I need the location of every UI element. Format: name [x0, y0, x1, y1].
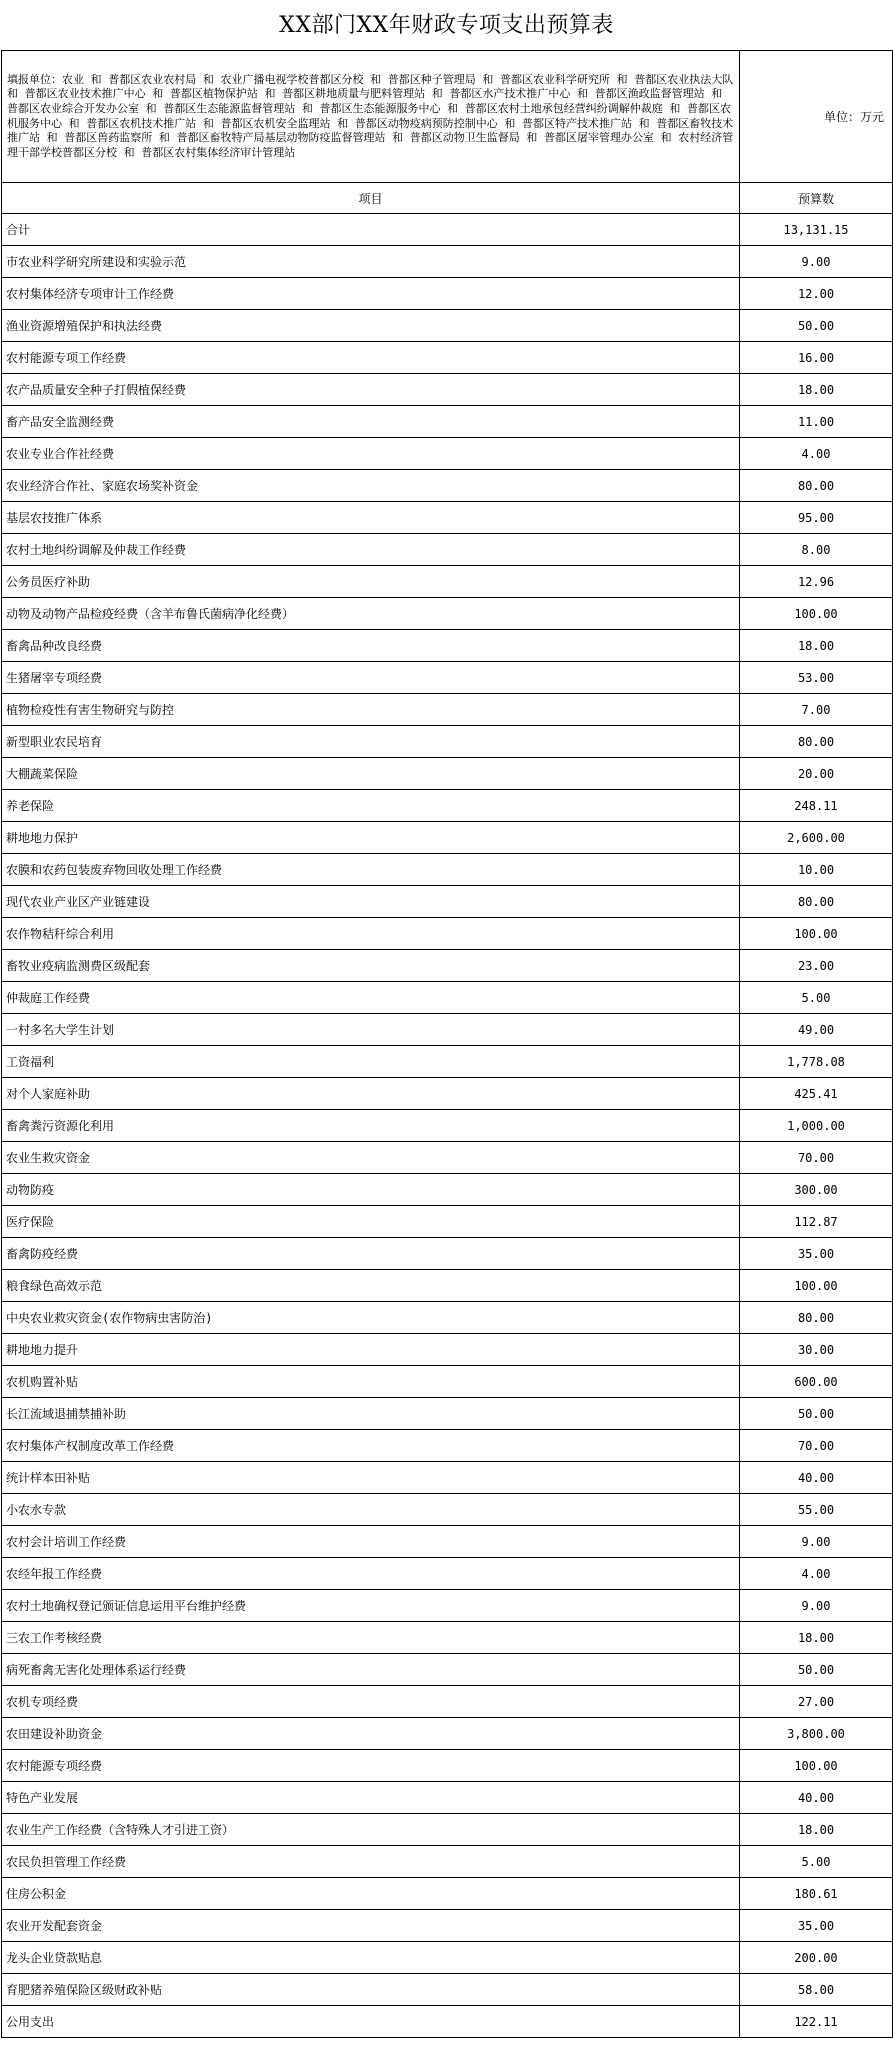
table-row	[2, 886, 893, 918]
table-row	[2, 1846, 893, 1878]
item-cell: 特色产业发展	[2, 1782, 740, 1814]
item-cell: 统计样本田补贴	[2, 1462, 740, 1494]
header-amount: 预算数	[740, 183, 893, 214]
table-row	[2, 630, 893, 662]
table-row	[2, 1366, 893, 1398]
table-row	[2, 1814, 893, 1846]
table-row	[2, 822, 893, 854]
item-cell: 畜产品安全监测经费	[2, 406, 740, 438]
amount-cell: 2,600.00	[740, 822, 893, 854]
amount-cell: 112.87	[740, 1206, 893, 1238]
table-row	[2, 1206, 893, 1238]
item-cell: 新型职业农民培育	[2, 726, 740, 758]
item-cell: 农机专项经费	[2, 1686, 740, 1718]
table-row	[2, 1078, 893, 1110]
item-cell: 合计	[2, 214, 740, 246]
table-row	[2, 374, 893, 406]
table-row	[2, 982, 893, 1014]
amount-cell: 100.00	[740, 598, 893, 630]
item-cell: 畜禽粪污资源化利用	[2, 1110, 740, 1142]
item-cell: 农业生救灾资金	[2, 1142, 740, 1174]
amount-cell: 5.00	[740, 982, 893, 1014]
amount-cell: 35.00	[740, 1238, 893, 1270]
amount-cell: 100.00	[740, 1750, 893, 1782]
item-cell: 农村土地纠纷调解及仲裁工作经费	[2, 534, 740, 566]
amount-cell: 35.00	[740, 1910, 893, 1942]
filler-unit-row	[2, 51, 893, 183]
item-cell: 医疗保险	[2, 1206, 740, 1238]
table-row	[2, 310, 893, 342]
item-cell: 农村集体产权制度改革工作经费	[2, 1430, 740, 1462]
total-row	[2, 214, 893, 246]
item-cell: 农业经济合作社、家庭农场奖补资金	[2, 470, 740, 502]
item-cell: 农村集体经济专项审计工作经费	[2, 278, 740, 310]
table-row	[2, 758, 893, 790]
amount-cell: 40.00	[740, 1782, 893, 1814]
item-cell: 大棚蔬菜保险	[2, 758, 740, 790]
amount-cell: 100.00	[740, 918, 893, 950]
table-row	[2, 1334, 893, 1366]
item-cell: 渔业资源增殖保护和执法经费	[2, 310, 740, 342]
amount-cell: 1,778.08	[740, 1046, 893, 1078]
item-cell: 农村会计培训工作经费	[2, 1526, 740, 1558]
table-row	[2, 1910, 893, 1942]
amount-cell: 55.00	[740, 1494, 893, 1526]
table-row	[2, 1046, 893, 1078]
table-row	[2, 694, 893, 726]
item-cell: 畜禽防疫经费	[2, 1238, 740, 1270]
item-cell: 农作物秸秆综合利用	[2, 918, 740, 950]
amount-cell: 16.00	[740, 342, 893, 374]
table-row	[2, 406, 893, 438]
amount-cell: 11.00	[740, 406, 893, 438]
amount-cell: 18.00	[740, 1814, 893, 1846]
table-header-row	[2, 183, 893, 214]
table-row	[2, 566, 893, 598]
table-row	[2, 2006, 893, 2038]
amount-cell: 18.00	[740, 630, 893, 662]
amount-cell: 18.00	[740, 1622, 893, 1654]
amount-cell: 122.11	[740, 2006, 893, 2038]
item-cell: 中央农业救灾资金(农作物病虫害防治)	[2, 1302, 740, 1334]
item-cell: 农田建设补助资金	[2, 1718, 740, 1750]
item-cell: 农业生产工作经费（含特殊人才引进工资）	[2, 1814, 740, 1846]
table-row	[2, 1686, 893, 1718]
item-cell: 畜牧业疫病监测费区级配套	[2, 950, 740, 982]
amount-cell: 100.00	[740, 1270, 893, 1302]
table-row	[2, 1110, 893, 1142]
filler-units: 填报单位：农业 和 普都区农业农村局 和 农业广播电视学校普都区分校 和 普都区种子管理局 和 普都区农业科学研究所 和 普都区农业执法大队 和 普都区农业技术推广中心 和 普都区植物保护站 和 普都区耕地质量与肥料管理站 和 普都区水产技术推广中心 和 普都区渔政监督管理站 和 普都区农业综合开发办公室 和 普都区生态能源监督管理站 和 普都区生态能源服务中心 和 普都区农村土地承包经营纠纷调解仲裁庭 和 普都区农机服务中心 和 普都区农机技术推广站 和 普都区农机安全监理站 和 普都区动物疫病预防控制中心 和 普都区特产技术推广站 和 普都区畜牧技术推广站 和 普都区兽药监察所 和 普都区畜牧特产局基层动物防疫监督管理站 和 普都区动物卫生监督局 和 普都区屠宰管理办公室 和 农村经济管理干部学校普都区分校 和 普都区农村集体经济审计管理站	[2, 51, 740, 183]
item-cell: 生猪屠宰专项经费	[2, 662, 740, 694]
item-cell: 对个人家庭补助	[2, 1078, 740, 1110]
table-row	[2, 278, 893, 310]
amount-cell: 9.00	[740, 246, 893, 278]
table-row	[2, 918, 893, 950]
item-cell: 病死畜禽无害化处理体系运行经费	[2, 1654, 740, 1686]
amount-cell: 80.00	[740, 470, 893, 502]
table-row	[2, 1718, 893, 1750]
item-cell: 仲裁庭工作经费	[2, 982, 740, 1014]
table-row	[2, 502, 893, 534]
item-cell: 农村能源专项经费	[2, 1750, 740, 1782]
table-row	[2, 1462, 893, 1494]
table-row	[2, 1942, 893, 1974]
amount-cell: 49.00	[740, 1014, 893, 1046]
amount-cell: 50.00	[740, 1654, 893, 1686]
amount-cell: 80.00	[740, 726, 893, 758]
item-cell: 耕地地力保护	[2, 822, 740, 854]
item-cell: 农经年报工作经费	[2, 1558, 740, 1590]
amount-cell: 18.00	[740, 374, 893, 406]
amount-cell: 95.00	[740, 502, 893, 534]
table-row	[2, 854, 893, 886]
table-row	[2, 1750, 893, 1782]
item-cell: 农膜和农药包装废弃物回收处理工作经费	[2, 854, 740, 886]
amount-cell: 80.00	[740, 886, 893, 918]
item-cell: 三农工作考核经费	[2, 1622, 740, 1654]
table-row	[2, 470, 893, 502]
item-cell: 养老保险	[2, 790, 740, 822]
amount-cell: 50.00	[740, 1398, 893, 1430]
table-row	[2, 342, 893, 374]
item-cell: 市农业科学研究所建设和实验示范	[2, 246, 740, 278]
amount-cell: 180.61	[740, 1878, 893, 1910]
item-cell: 农业专业合作社经费	[2, 438, 740, 470]
item-cell: 畜禽品种改良经费	[2, 630, 740, 662]
amount-cell: 20.00	[740, 758, 893, 790]
amount-cell: 425.41	[740, 1078, 893, 1110]
table-row	[2, 1782, 893, 1814]
table-row	[2, 1014, 893, 1046]
table-row	[2, 1270, 893, 1302]
table-row	[2, 950, 893, 982]
amount-cell: 9.00	[740, 1526, 893, 1558]
item-cell: 龙头企业贷款贴息	[2, 1942, 740, 1974]
item-cell: 长江流域退捕禁捕补助	[2, 1398, 740, 1430]
item-cell: 农村土地确权登记颁证信息运用平台维护经费	[2, 1590, 740, 1622]
item-cell: 农业开发配套资金	[2, 1910, 740, 1942]
amount-cell: 10.00	[740, 854, 893, 886]
amount-cell: 300.00	[740, 1174, 893, 1206]
item-cell: 住房公积金	[2, 1878, 740, 1910]
amount-cell: 248.11	[740, 790, 893, 822]
table-row	[2, 438, 893, 470]
item-cell: 动物及动物产品检疫经费（含羊布鲁氏菌病净化经费）	[2, 598, 740, 630]
table-row	[2, 1494, 893, 1526]
currency-unit: 单位：万元	[740, 51, 893, 183]
table-row	[2, 1238, 893, 1270]
amount-cell: 27.00	[740, 1686, 893, 1718]
item-cell: 工资福利	[2, 1046, 740, 1078]
table-row	[2, 1590, 893, 1622]
amount-cell: 4.00	[740, 1558, 893, 1590]
amount-cell: 70.00	[740, 1142, 893, 1174]
amount-cell: 58.00	[740, 1974, 893, 2006]
item-cell: 基层农技推广体系	[2, 502, 740, 534]
amount-cell: 5.00	[740, 1846, 893, 1878]
amount-cell: 600.00	[740, 1366, 893, 1398]
table-row	[2, 1526, 893, 1558]
item-cell: 公务员医疗补助	[2, 566, 740, 598]
table-row	[2, 1174, 893, 1206]
amount-cell: 13,131.15	[740, 214, 893, 246]
amount-cell: 80.00	[740, 1302, 893, 1334]
table-row	[2, 246, 893, 278]
item-cell: 农产品质量安全种子打假植保经费	[2, 374, 740, 406]
table-row	[2, 1878, 893, 1910]
amount-cell: 4.00	[740, 438, 893, 470]
item-cell: 小农水专款	[2, 1494, 740, 1526]
item-cell: 现代农业产业区产业链建设	[2, 886, 740, 918]
table-row	[2, 1302, 893, 1334]
item-cell: 公用支出	[2, 2006, 740, 2038]
item-cell: 农民负担管理工作经费	[2, 1846, 740, 1878]
amount-cell: 9.00	[740, 1590, 893, 1622]
page-title: XX部门XX年财政专项支出预算表	[279, 13, 614, 38]
item-cell: 粮食绿色高效示范	[2, 1270, 740, 1302]
table-row	[2, 1654, 893, 1686]
amount-cell: 70.00	[740, 1430, 893, 1462]
amount-cell: 1,000.00	[740, 1110, 893, 1142]
amount-cell: 53.00	[740, 662, 893, 694]
budget-table	[1, 50, 893, 2038]
table-row	[2, 790, 893, 822]
amount-cell: 8.00	[740, 534, 893, 566]
amount-cell: 12.96	[740, 566, 893, 598]
table-row	[2, 726, 893, 758]
amount-cell: 3,800.00	[740, 1718, 893, 1750]
table-row	[2, 662, 893, 694]
table-row	[2, 1558, 893, 1590]
table-row	[2, 1142, 893, 1174]
table-row	[2, 1398, 893, 1430]
amount-cell: 7.00	[740, 694, 893, 726]
item-cell: 动物防疫	[2, 1174, 740, 1206]
table-row	[2, 534, 893, 566]
amount-cell: 40.00	[740, 1462, 893, 1494]
table-row	[2, 598, 893, 630]
amount-cell: 23.00	[740, 950, 893, 982]
item-cell: 耕地地力提升	[2, 1334, 740, 1366]
table-row	[2, 1622, 893, 1654]
table-row	[2, 1430, 893, 1462]
item-cell: 农机购置补贴	[2, 1366, 740, 1398]
item-cell: 育肥猪养殖保险区级财政补贴	[2, 1974, 740, 2006]
amount-cell: 30.00	[740, 1334, 893, 1366]
table-row	[2, 1974, 893, 2006]
amount-cell: 50.00	[740, 310, 893, 342]
amount-cell: 12.00	[740, 278, 893, 310]
item-cell: 一村多名大学生计划	[2, 1014, 740, 1046]
header-item: 项目	[2, 183, 740, 214]
item-cell: 植物检疫性有害生物研究与防控	[2, 694, 740, 726]
item-cell: 农村能源专项工作经费	[2, 342, 740, 374]
amount-cell: 200.00	[740, 1942, 893, 1974]
